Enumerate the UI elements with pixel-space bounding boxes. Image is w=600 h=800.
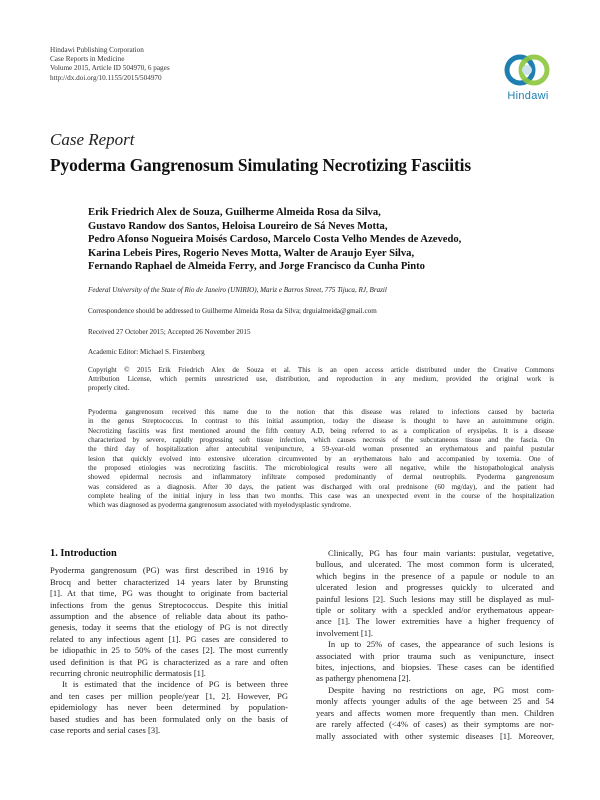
paragraph: It is estimated that the incidence of PG is between three and ten cases per million people/year [1, 2]. However, PG epidemiology has never been determined by population- based studies and has been formulated only on the basis of case reports and serial cases [3]. <box>50 679 288 736</box>
received-accepted-dates: Received 27 October 2015; Accepted 26 November 2015 <box>88 328 251 336</box>
academic-editor: Academic Editor: Michael S. Firstenberg <box>88 348 205 356</box>
paragraph: Despite having no restrictions on age, PG most com- monly affects younger adults of the age between 25 and 54 years and affects women more frequently than men. Children are rarely affected (<4% of cases) as their symptoms are nor- mally associated with other systemic diseases [1]. Moreover, <box>316 684 554 741</box>
doi-link[interactable]: http://dx.doi.org/10.1155/2015/504970 <box>50 73 162 82</box>
article-title: Pyoderma Gangrenosum Simulating Necrotizing Fasciitis <box>50 155 472 175</box>
journal-header <box>50 46 170 83</box>
author-line: Pedro Afonso Nogueira Moisés Cardoso, Marcelo Costa Velho Mendes de Azevedo, <box>88 234 462 246</box>
affiliation: Federal University of the State of Rio de Janeiro (UNIRIO), Mariz e Barros Street, 775 Tijuca, RJ, Brazil <box>88 286 387 294</box>
author-line: Karina Lebeis Pires, Rogerio Neves Motta, Walter de Araujo Eyer Silva, <box>88 247 415 259</box>
article-type: Case Report <box>50 130 135 149</box>
paragraph: In up to 25% of cases, the appearance of such lesions is associated with prior trauma such as venipuncture, insect bites, injections, and biopsies. These cases can be identified as pathergy phenomena [2]. <box>316 639 554 684</box>
publisher-name: Hindawi Publishing Corporation <box>50 46 144 54</box>
journal-name: Case Reports in Medicine <box>50 55 125 64</box>
author-list <box>88 206 461 274</box>
body-column-left <box>50 548 288 737</box>
section-heading-introduction: 1. Introduction <box>50 548 117 559</box>
copyright-notice: Copyright © 2015 Erik Friedrich Alex de Souza et al. This is an open access article distributed under the Creative Commons Attribution License, which permits unrestricted use, distribution, and reproduction in any medium, provided the original work is properly cited. <box>88 366 554 393</box>
author-line: Erik Friedrich Alex de Souza, Guilherme Almeida Rosa da Silva, <box>88 207 381 218</box>
paragraph: Pyoderma gangrenosum (PG) was first described in 1916 by Brocq and better characterized 14 years later by Brunsting [1]. At that time, PG was thought to originate from bacterial infections from the genus Streptococcus. Despite this initial assumption and the absence of reliable data about its patho- genesis, today it seems that the etiology of PG is not directly related to any infectious agent [1]. PG cases are considered to be idiopathic in 25 to 50% of the cases [2]. The most currently used definition is that PG is characterized as a rare and often recurring chronic neutrophilic dermatosis [1]. <box>50 565 288 679</box>
author-line: Gustavo Randow dos Santos, Heloisa Loureiro de Sá Neves Motta, <box>88 220 388 232</box>
volume-info: Volume 2015, Article ID 504970, 6 pages <box>50 64 170 73</box>
author-line: Fernando Raphael de Almeida Ferry, and Jorge Francisco da Cunha Pinto <box>88 261 425 273</box>
correspondence: Correspondence should be addressed to Guilherme Almeida Rosa da Silva; drguialmeida@gmail.com <box>88 307 377 315</box>
hindawi-wordmark: Hindawi <box>507 90 549 102</box>
body-column-right <box>316 548 554 742</box>
abstract: Pyoderma gangrenosum received this name due to the notion that this disease was related to infections caused by bacteria in the genus Streptococcus. In contrast to this initial assumption, today the disease is thought to have an autoimmune origin. Necrotizing fasciitis was first mentioned around the fifth century A.D, being referred to as a complication of erysipelas. It is a disease characterized by severe, rapidly progressing soft tissue infection, which causes necrosis of the subcutaneous tissue and the fascia. On the third day of hospitalization after antecubital venipuncture, a 59-year-old woman presented an erythematous and painful pustular lesion that quickly evolved into extensive ulceration circumvented by an erythematous halo and accompanied by toxemia. One of the proposed etiologies was necrotizing fasciitis. The microbiological results were all negative, while the histopathological analysis showed epidermal necrosis and inflammatory infiltrate composed predominantly of dermal neutrophils. Pyoderma gangrenosum was considered as a diagnosis. After 30 days, the patient was discharged with oral prednisone (60 mg/day), and the patient had complete healing of the initial injury in less than two months. This case was an unexpected event in the course of the hospitalization which was diagnosed as pyoderma gangrenosum associated with myelodysplastic syndrome. <box>88 408 554 510</box>
paragraph: Clinically, PG has four main variants: pustular, vegetative, bullous, and ulcerated. The most common form is ulcerated, which begins in the presence of a papule or nodule to an ulcerated lesion and progresses quickly to ulcerated and painful lesions [2]. Such lesions may still be displayed as mul- tiple or solitary with a speckled and/or erythematous appear- ance [1]. The lower extremities have a higher frequency of involvement [1]. <box>316 548 554 638</box>
